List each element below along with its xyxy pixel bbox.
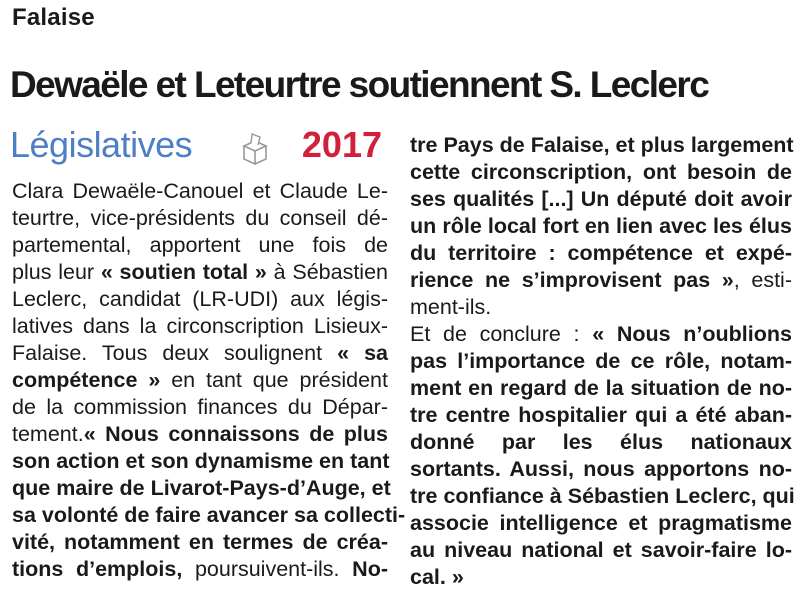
body-text: de la commission finances du Dépar- (12, 395, 388, 419)
article-line (12, 475, 391, 502)
quote-text: sortants. Aussi, nous apportons no- (410, 457, 792, 481)
article-line (410, 321, 792, 348)
quote-text: au niveau national et savoir-faire lo- (410, 538, 792, 562)
quote-text: pas l’importance de ce rôle, notam- (410, 349, 792, 373)
quote-text: que maire de Livarot-Pays-d’Auge, et (12, 476, 391, 500)
body-text: ment-ils. (410, 295, 492, 319)
section-rubric: Falaise (12, 4, 95, 31)
article-line (12, 421, 388, 448)
article-line (12, 313, 388, 340)
body-text: en tant que président (160, 368, 388, 392)
article-line (12, 232, 388, 259)
quote-text: tions d’emplois, (12, 557, 183, 581)
article-line (410, 429, 792, 456)
quote-text: ment en regard de la situation de no- (410, 376, 792, 400)
article-line (12, 340, 388, 367)
article-line (410, 348, 792, 375)
tag-word: Législatives (10, 124, 193, 165)
quote-text: cette circonscription, ont besoin de (410, 160, 792, 184)
article-line (410, 213, 792, 240)
article-line (410, 267, 792, 294)
quote-text: sa volonté de faire avancer sa collecti- (12, 503, 406, 527)
quote-text: rience ne s’improvisent pas » (410, 268, 734, 292)
quote-text: associe intelligence et pragmatisme (410, 511, 792, 535)
quote-text: ses qualités [...] Un député doit avoir (410, 187, 792, 211)
article-line (12, 556, 388, 583)
article-line (410, 456, 792, 483)
article-column-right (410, 132, 795, 591)
quote-text: tre centre hospitalier qui a été aban- (410, 403, 792, 427)
article-column-left (12, 178, 406, 583)
article-line (410, 186, 792, 213)
body-text: poursuivent-ils. (182, 557, 353, 581)
quote-text: cal. » (410, 565, 464, 589)
article-line (12, 286, 388, 313)
body-text: Falaise. Tous deux soulignent (12, 341, 338, 365)
body-text: partemental, apportent une fois de (12, 233, 388, 257)
body-text: Leclerc, candidat (LR-UDI) aux légis- (12, 287, 388, 311)
quote-text: compétence » (12, 368, 161, 392)
body-text: , esti- (733, 268, 792, 292)
quote-text: No- (352, 557, 388, 581)
quote-text: « soutien total » (100, 260, 267, 284)
body-text: latives dans la circonscription Lisieux- (12, 314, 388, 338)
article-line (410, 537, 792, 564)
body-text: tement. (12, 422, 84, 446)
quote-text: tre Pays de Falaise, et plus largement (410, 133, 794, 157)
body-text: Et de conclure : (410, 322, 593, 346)
quote-text: son action et son dynamisme en tant (12, 449, 390, 473)
article-headline: Dewaële et Leteurtre soutiennent S. Leclerc (10, 64, 709, 105)
body-text: plus leur (12, 260, 101, 284)
quote-text: « sa (337, 341, 388, 365)
elections-tag (10, 124, 388, 172)
article-line (12, 367, 388, 394)
article-line (12, 529, 388, 556)
article-line (12, 259, 388, 286)
quote-text: du territoire : compétence et expé- (410, 241, 792, 265)
quote-text: « Nous connaissons de plus (83, 422, 388, 446)
body-text: à Sébastien (266, 260, 388, 284)
tag-year: 2017 (301, 124, 382, 165)
article-line (410, 159, 792, 186)
article-line (410, 240, 792, 267)
body-text: teurtre, vice-présidents du conseil dé- (12, 206, 388, 230)
article-line (12, 205, 388, 232)
article-line (410, 402, 792, 429)
article-line (12, 178, 388, 205)
article-line (12, 502, 406, 529)
quote-text: un rôle local fort en lien avec les élus (410, 214, 792, 238)
quote-text: donné par les élus nationaux (410, 430, 792, 454)
article-line (12, 448, 388, 475)
article-line (410, 483, 795, 510)
article-line (410, 132, 792, 159)
body-text: Clara Dewaële-Canouel et Claude Le- (12, 179, 388, 203)
quote-text: vité, notamment en termes de créa- (12, 530, 388, 554)
quote-text: « Nous n’oublions (592, 322, 792, 346)
quote-text: tre confiance à Sébastien Leclerc, qui (410, 484, 795, 508)
article-line (410, 564, 792, 591)
article-line (410, 375, 792, 402)
article-line (12, 394, 388, 421)
ballot-box-icon (238, 132, 272, 166)
article-line (410, 510, 792, 537)
article-line (410, 294, 792, 321)
